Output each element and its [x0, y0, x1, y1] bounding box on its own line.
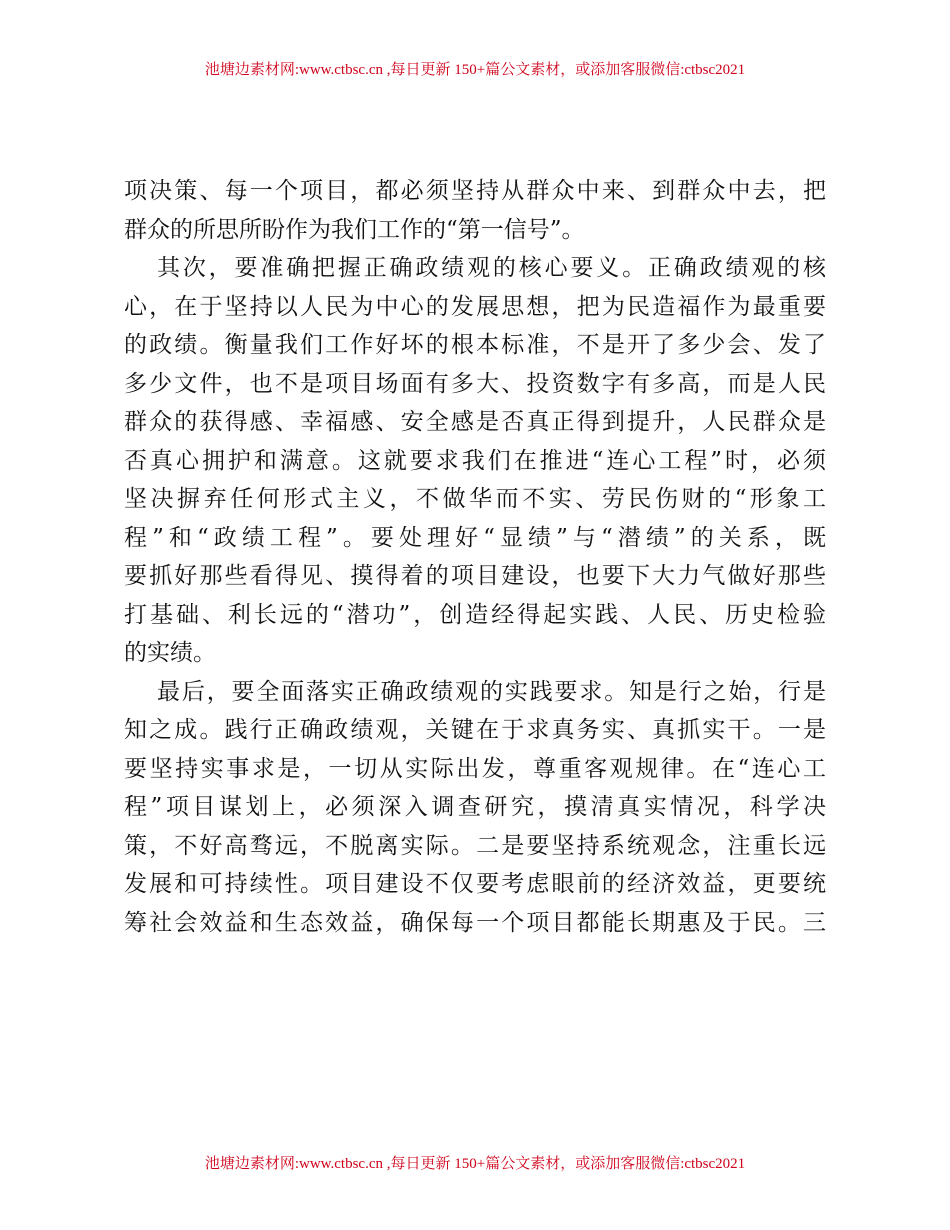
body-line: 的实绩。 [124, 640, 216, 666]
paragraph-start-line: 最后，要全面落实正确政绩观的实践要求。知是行之始，行是 [157, 678, 826, 705]
body-line: 打基础、利长远的“潜功”，创造经得起实践、人民、历史检验 [124, 601, 826, 628]
body-line: 程”项目谋划上，必须深入调查研究，摸清真实情况，科学决 [124, 794, 826, 820]
body-line: 知之成。践行正确政绩观，关键在于求真务实、真抓实干。一是 [124, 717, 826, 743]
body-line: 的政绩。衡量我们工作好坏的根本标准，不是开了多少会、发了 [124, 332, 826, 358]
body-line: 否真心拥护和满意。这就要求我们在推进“连心工程”时，必须 [124, 447, 826, 474]
body-line: 程”和“政绩工程”。要处理好“显绩”与“潜绩”的关系，既 [124, 524, 826, 551]
body-line: 群众的获得感、幸福感、安全感是否真正得到提升，人民群众是 [124, 409, 826, 435]
body-line: 筹社会效益和生态效益，确保每一个项目都能长期惠及于民。三 [124, 909, 826, 936]
body-line: 多少文件，也不是项目场面有多大、投资数字有多高，而是人民 [124, 370, 826, 397]
body-line: 发展和可持续性。项目建设不仅要考虑眼前的经济效益，更要统 [124, 871, 826, 897]
body-line: 坚决摒弃任何形式主义，不做华而不实、劳民伤财的“形象工 [124, 486, 826, 512]
body-line: 心，在于坚持以人民为中心的发展思想，把为民造福作为最重要 [124, 293, 826, 320]
page-footer-watermark: 池塘边素材网:www.ctbsc.cn ,每日更新 150+篇公文素材，或添加客服微信:ctbsc2021 [204, 1156, 746, 1172]
body-line: 要坚持实事求是，一切从实际出发，尊重客观规律。在“连心工 [124, 755, 826, 782]
body-line: 策，不好高骛远，不脱离实际。二是要坚持系统观念，注重长远 [124, 832, 826, 859]
document-body [124, 172, 826, 942]
body-line: 要抓好那些看得见、摸得着的项目建设，也要下大力气做好那些 [124, 563, 826, 589]
page-header-watermark: 池塘边素材网:www.ctbsc.cn ,每日更新 150+篇公文素材，或添加客服微信:ctbsc2021 [204, 62, 746, 78]
body-line: 群众的所思所盼作为我们工作的“第一信号”。 [124, 216, 585, 243]
body-line: 项决策、每一个项目，都必须坚持从群众中来、到群众中去，把 [124, 178, 826, 204]
paragraph-start-line: 其次，要准确把握正确政绩观的核心要义。正确政绩观的核 [157, 255, 826, 281]
